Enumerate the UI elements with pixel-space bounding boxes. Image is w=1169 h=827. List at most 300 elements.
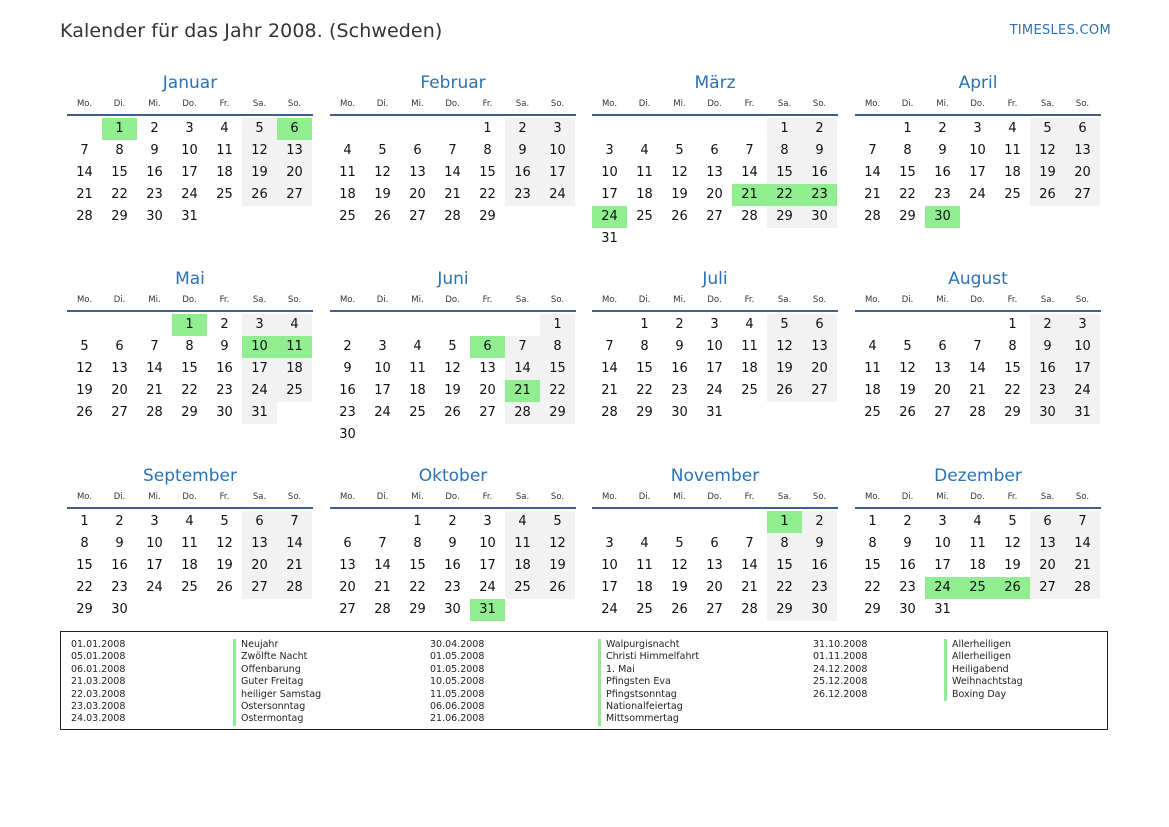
legend-holiday-name: Allerheiligen [944, 639, 1023, 651]
day-cell: 25 [277, 380, 312, 402]
day-cell: 12 [540, 533, 575, 555]
day-cell: 15 [899, 165, 916, 180]
day-cell: 21 [741, 580, 758, 595]
day-cell: 11 [864, 361, 881, 376]
day-cell: 5 [675, 143, 684, 158]
day-cell: 26 [995, 577, 1030, 599]
empty-cell [732, 511, 767, 533]
day-cell: 25 [216, 187, 233, 202]
day-cell: 6 [1030, 511, 1065, 533]
weekday-label: Fr. [482, 492, 493, 502]
day-cell: 13 [1030, 533, 1065, 555]
day-grid [855, 314, 1101, 424]
weekday-label: So. [1075, 295, 1090, 305]
weekday-label: Mi. [411, 295, 424, 305]
day-grid [330, 118, 576, 228]
day-cell: 2 [448, 514, 457, 529]
weekday-label: Fr. [219, 295, 230, 305]
weekday-header [330, 96, 576, 116]
day-cell: 2 [938, 121, 947, 136]
weekday-label: Mo. [76, 99, 93, 109]
day-cell: 30 [899, 602, 916, 617]
day-cell: 21 [76, 187, 93, 202]
day-cell: 3 [483, 514, 492, 529]
day-cell: 27 [802, 380, 837, 402]
legend-date: 21.03.2008 [71, 676, 126, 688]
day-cell: 23 [216, 383, 233, 398]
day-cell: 24 [479, 580, 496, 595]
brand-link[interactable]: TIMESLES.COM [1009, 23, 1111, 38]
day-cell: 29 [864, 602, 881, 617]
weekday-label: Di. [113, 295, 126, 305]
day-cell: 3 [150, 514, 159, 529]
weekday-label: So. [1075, 99, 1090, 109]
day-cell: 6 [1065, 118, 1100, 140]
day-cell: 5 [80, 339, 89, 354]
day-cell: 19 [1004, 558, 1021, 573]
day-cell: 9 [115, 536, 124, 551]
day-cell: 12 [767, 336, 802, 358]
weekday-label: Mi. [936, 295, 949, 305]
day-cell: 6 [343, 536, 352, 551]
day-cell: 4 [413, 339, 422, 354]
day-cell: 18 [339, 187, 356, 202]
day-cell: 26 [242, 184, 277, 206]
day-cell: 19 [374, 187, 391, 202]
day-cell: 24 [374, 405, 391, 420]
day-cell: 4 [973, 514, 982, 529]
weekday-label: So. [287, 492, 302, 502]
day-cell: 9 [150, 143, 159, 158]
weekday-label: Mi. [936, 99, 949, 109]
day-cell: 12 [671, 558, 688, 573]
month-name: März [694, 73, 736, 93]
day-cell: 9 [802, 140, 837, 162]
day-cell: 12 [1030, 140, 1065, 162]
weekday-label: Do. [445, 295, 460, 305]
day-cell: 9 [343, 361, 352, 376]
weekday-label: Fr. [482, 99, 493, 109]
empty-cell [890, 314, 925, 336]
day-cell: 4 [505, 511, 540, 533]
day-cell: 4 [640, 536, 649, 551]
day-cell: 29 [181, 405, 198, 420]
day-cell: 11 [339, 165, 356, 180]
day-cell: 13 [934, 361, 951, 376]
empty-cell [855, 118, 890, 140]
empty-cell [627, 511, 662, 533]
month-name: Januar [162, 73, 218, 93]
legend-date: 11.05.2008 [430, 688, 485, 700]
empty-cell [855, 314, 890, 336]
day-cell: 5 [1030, 118, 1065, 140]
weekday-header [855, 96, 1101, 116]
weekday-label: Sa. [1040, 492, 1055, 502]
day-cell: 18 [636, 187, 653, 202]
weekday-label: Fr. [744, 295, 755, 305]
legend-names [233, 639, 321, 726]
day-cell: 5 [675, 536, 684, 551]
legend-holiday-name: Weihnachtstag [944, 676, 1023, 688]
empty-cell [435, 118, 470, 140]
day-cell: 8 [540, 336, 575, 358]
day-cell: 25 [409, 405, 426, 420]
weekday-label: Di. [638, 492, 651, 502]
day-cell: 19 [540, 555, 575, 577]
legend-date: 25.12.2008 [813, 676, 868, 688]
weekday-label: Do. [970, 295, 985, 305]
day-cell: 1 [868, 514, 877, 529]
weekday-label: Fr. [482, 295, 493, 305]
day-cell: 29 [767, 206, 802, 228]
day-cell: 25 [505, 577, 540, 599]
day-cell: 30 [671, 405, 688, 420]
day-cell: 16 [802, 555, 837, 577]
month-name: Juni [437, 269, 469, 289]
day-cell: 30 [339, 427, 356, 442]
weekday-label: Di. [901, 295, 914, 305]
day-cell: 26 [540, 577, 575, 599]
day-cell: 23 [444, 580, 461, 595]
legend-date: 24.03.2008 [71, 713, 126, 725]
day-cell: 24 [969, 187, 986, 202]
day-cell: 23 [671, 383, 688, 398]
day-cell: 23 [802, 184, 837, 206]
day-cell: 26 [671, 602, 688, 617]
day-cell: 17 [540, 162, 575, 184]
month-name: Dezember [934, 466, 1022, 486]
day-cell: 6 [277, 118, 312, 140]
day-cell: 1 [413, 514, 422, 529]
day-cell: 26 [216, 580, 233, 595]
weekday-header [330, 489, 576, 509]
day-cell: 15 [767, 555, 802, 577]
legend-holiday-name: 1. Mai [598, 664, 699, 676]
weekday-label: So. [812, 492, 827, 502]
day-cell: 26 [1030, 184, 1065, 206]
day-cell: 19 [767, 358, 802, 380]
day-cell: 5 [378, 143, 387, 158]
month-name: Juli [702, 269, 728, 289]
day-cell: 23 [899, 580, 916, 595]
day-cell: 6 [115, 339, 124, 354]
day-cell: 6 [242, 511, 277, 533]
day-cell: 22 [767, 184, 802, 206]
day-cell: 29 [111, 209, 128, 224]
legend-date: 01.01.2008 [71, 639, 126, 650]
day-cell: 17 [479, 558, 496, 573]
weekday-label: Mo. [864, 492, 881, 502]
legend-date: 10.05.2008 [430, 676, 485, 688]
weekday-header [855, 489, 1101, 509]
day-cell: 28 [505, 402, 540, 424]
day-cell: 13 [339, 558, 356, 573]
day-cell: 3 [540, 118, 575, 140]
day-cell: 21 [505, 380, 540, 402]
day-cell: 11 [741, 339, 758, 354]
day-cell: 14 [444, 165, 461, 180]
day-cell: 1 [903, 121, 912, 136]
day-cell: 3 [185, 121, 194, 136]
weekday-label: Mo. [76, 492, 93, 502]
day-cell: 7 [505, 336, 540, 358]
day-cell: 20 [111, 383, 128, 398]
day-cell: 12 [1004, 536, 1021, 551]
day-cell: 23 [505, 184, 540, 206]
weekday-label: Fr. [219, 492, 230, 502]
weekday-label: Mo. [864, 295, 881, 305]
day-cell: 22 [636, 383, 653, 398]
day-cell: 15 [76, 558, 93, 573]
day-cell: 30 [216, 405, 233, 420]
day-grid [592, 314, 838, 424]
legend-holiday-name: Mittsommertag [598, 713, 699, 725]
weekday-label: Mo. [601, 99, 618, 109]
weekday-label: Mo. [339, 99, 356, 109]
day-cell: 28 [444, 209, 461, 224]
day-cell: 20 [706, 580, 723, 595]
day-cell: 20 [479, 383, 496, 398]
day-cell: 18 [741, 361, 758, 376]
day-cell: 21 [444, 187, 461, 202]
day-cell: 25 [636, 209, 653, 224]
month-4 [855, 72, 1101, 228]
day-cell: 7 [973, 339, 982, 354]
day-cell: 31 [181, 209, 198, 224]
weekday-label: Fr. [744, 492, 755, 502]
day-cell: 6 [413, 143, 422, 158]
legend-holiday-name: Zwölfte Nacht [233, 651, 321, 663]
day-cell: 30 [925, 206, 960, 228]
day-cell: 16 [216, 361, 233, 376]
weekday-label: Mi. [411, 99, 424, 109]
day-cell: 15 [636, 361, 653, 376]
weekday-label: Mi. [936, 492, 949, 502]
day-cell: 19 [242, 162, 277, 184]
day-cell: 16 [1030, 358, 1065, 380]
day-cell: 7 [868, 143, 877, 158]
day-grid [67, 314, 313, 424]
month-name: November [670, 466, 760, 486]
weekday-label: Fr. [1007, 492, 1018, 502]
day-cell: 22 [76, 580, 93, 595]
day-cell: 30 [1030, 402, 1065, 424]
legend-dates [71, 639, 125, 726]
day-cell: 29 [636, 405, 653, 420]
day-cell: 27 [1030, 577, 1065, 599]
weekday-label: So. [550, 492, 565, 502]
day-cell: 5 [1008, 514, 1017, 529]
empty-cell [662, 118, 697, 140]
day-cell: 6 [938, 339, 947, 354]
day-cell: 1 [1008, 317, 1017, 332]
day-cell: 25 [1004, 187, 1021, 202]
day-cell: 10 [706, 339, 723, 354]
empty-cell [732, 118, 767, 140]
legend-names [598, 639, 699, 726]
weekday-label: Sa. [252, 99, 267, 109]
day-cell: 23 [934, 187, 951, 202]
day-cell: 28 [601, 405, 618, 420]
day-cell: 7 [605, 339, 614, 354]
day-cell: 20 [1065, 162, 1100, 184]
day-cell: 18 [409, 383, 426, 398]
day-cell: 10 [181, 143, 198, 158]
day-cell: 27 [479, 405, 496, 420]
day-cell: 5 [220, 514, 229, 529]
day-cell: 24 [925, 577, 960, 599]
weekday-label: Di. [376, 295, 389, 305]
day-cell: 15 [409, 558, 426, 573]
empty-cell [435, 314, 470, 336]
empty-cell [925, 314, 960, 336]
legend-holiday-name: Nationalfeiertag [598, 701, 699, 713]
day-cell: 20 [706, 187, 723, 202]
legend-dates [430, 639, 484, 726]
day-cell: 28 [864, 209, 881, 224]
day-cell: 10 [479, 536, 496, 551]
day-cell: 24 [706, 383, 723, 398]
day-cell: 17 [601, 580, 618, 595]
day-grid [330, 314, 576, 446]
day-cell: 8 [868, 536, 877, 551]
day-cell: 20 [802, 358, 837, 380]
day-cell: 26 [76, 405, 93, 420]
month-10 [330, 465, 576, 621]
day-cell: 3 [605, 536, 614, 551]
day-cell: 21 [969, 383, 986, 398]
legend-date: 24.12.2008 [813, 663, 868, 675]
weekday-label: Di. [113, 99, 126, 109]
day-cell: 21 [277, 555, 312, 577]
day-cell: 24 [592, 206, 627, 228]
weekday-label: Fr. [1007, 99, 1018, 109]
day-cell: 13 [409, 165, 426, 180]
day-cell: 9 [1030, 336, 1065, 358]
day-cell: 8 [483, 143, 492, 158]
day-cell: 9 [938, 143, 947, 158]
day-cell: 7 [378, 536, 387, 551]
day-cell: 28 [146, 405, 163, 420]
empty-cell [365, 314, 400, 336]
month-9 [67, 465, 313, 621]
month-5 [67, 268, 313, 424]
day-cell: 2 [903, 514, 912, 529]
day-cell: 17 [934, 558, 951, 573]
month-name: April [958, 73, 998, 93]
day-cell: 2 [1030, 314, 1065, 336]
legend-date: 23.03.2008 [71, 700, 126, 712]
day-cell: 14 [146, 361, 163, 376]
weekday-label: So. [550, 295, 565, 305]
weekday-label: Sa. [777, 295, 792, 305]
day-cell: 31 [601, 231, 618, 246]
day-cell: 28 [277, 577, 312, 599]
day-cell: 4 [277, 314, 312, 336]
weekday-label: Mi. [148, 295, 161, 305]
day-cell: 26 [444, 405, 461, 420]
day-cell: 26 [671, 209, 688, 224]
day-cell: 18 [864, 383, 881, 398]
day-cell: 9 [448, 536, 457, 551]
weekday-label: Di. [638, 295, 651, 305]
legend-holiday-name: heiliger Samstag [233, 689, 321, 701]
day-cell: 11 [505, 533, 540, 555]
day-cell: 21 [374, 580, 391, 595]
day-cell: 19 [899, 383, 916, 398]
day-cell: 8 [413, 536, 422, 551]
legend-holiday-name: Boxing Day [944, 689, 1023, 701]
day-cell: 14 [741, 165, 758, 180]
legend-date: 30.04.2008 [430, 639, 485, 650]
day-cell: 14 [1065, 533, 1100, 555]
day-cell: 27 [339, 602, 356, 617]
weekday-label: Do. [182, 492, 197, 502]
weekday-header [67, 292, 313, 312]
day-cell: 4 [745, 317, 754, 332]
month-12 [855, 465, 1101, 621]
day-cell: 14 [277, 533, 312, 555]
day-cell: 23 [339, 405, 356, 420]
legend-dates [813, 639, 867, 701]
weekday-header [592, 96, 838, 116]
day-cell: 13 [706, 558, 723, 573]
day-cell: 7 [745, 536, 754, 551]
day-cell: 9 [505, 140, 540, 162]
weekday-label: Do. [970, 492, 985, 502]
day-cell: 18 [505, 555, 540, 577]
month-6 [330, 268, 576, 446]
weekday-label: Mi. [148, 99, 161, 109]
empty-cell [627, 118, 662, 140]
month-7 [592, 268, 838, 424]
empty-cell [330, 511, 365, 533]
day-cell: 24 [1065, 380, 1100, 402]
day-cell: 2 [343, 339, 352, 354]
day-cell: 3 [710, 317, 719, 332]
day-cell: 20 [339, 580, 356, 595]
day-cell: 26 [899, 405, 916, 420]
empty-cell [365, 511, 400, 533]
day-cell: 5 [903, 339, 912, 354]
day-grid [855, 511, 1101, 621]
empty-cell [592, 314, 627, 336]
weekday-label: Di. [901, 492, 914, 502]
day-cell: 19 [671, 580, 688, 595]
weekday-label: Fr. [1007, 295, 1018, 305]
day-cell: 11 [636, 558, 653, 573]
day-cell: 11 [216, 143, 233, 158]
day-cell: 16 [802, 162, 837, 184]
weekday-label: Sa. [777, 492, 792, 502]
month-name: September [143, 466, 237, 486]
day-cell: 24 [601, 602, 618, 617]
weekday-header [592, 292, 838, 312]
empty-cell [592, 118, 627, 140]
day-cell: 21 [864, 187, 881, 202]
weekday-label: Sa. [252, 492, 267, 502]
day-cell: 22 [479, 187, 496, 202]
weekday-header [67, 96, 313, 116]
day-cell: 16 [505, 162, 540, 184]
day-cell: 1 [767, 118, 802, 140]
empty-cell [697, 511, 732, 533]
day-cell: 24 [146, 580, 163, 595]
day-cell: 14 [374, 558, 391, 573]
day-cell: 26 [374, 209, 391, 224]
day-cell: 14 [505, 358, 540, 380]
day-cell: 15 [1004, 361, 1021, 376]
